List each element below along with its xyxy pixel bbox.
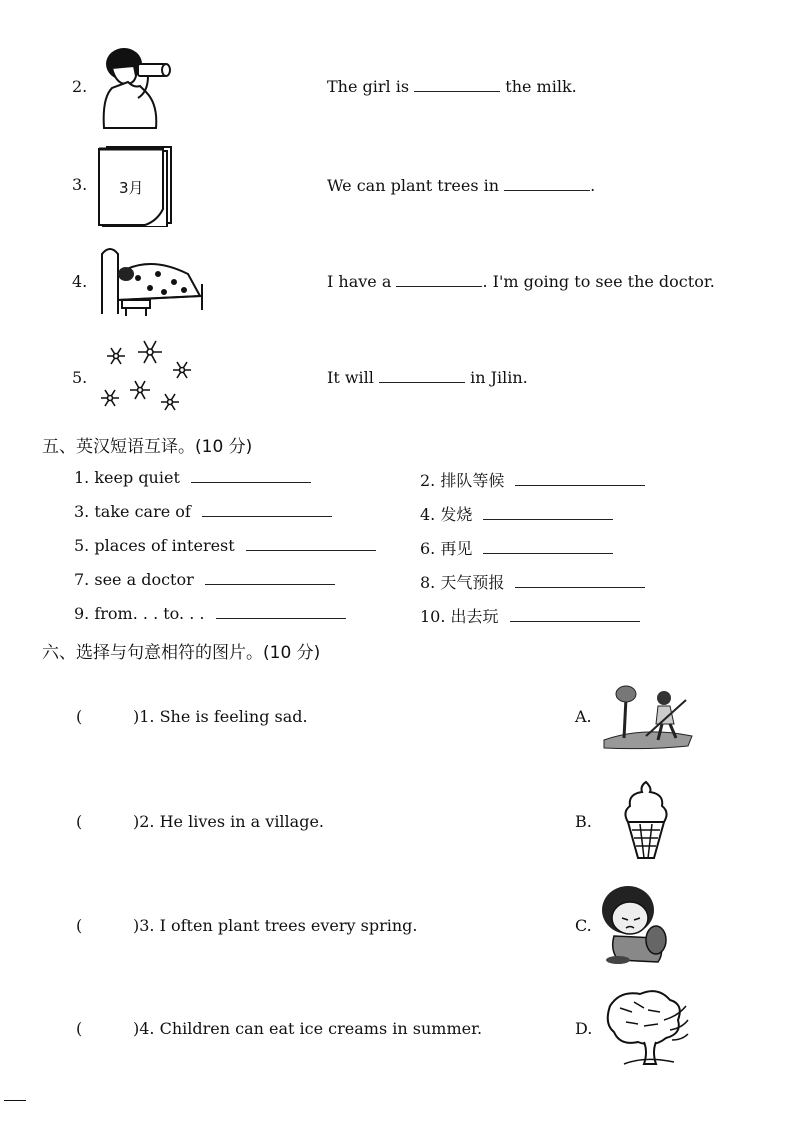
answer-blank[interactable] [483,505,613,520]
phrase-text: 5. places of interest [74,536,235,555]
windy-tree-icon [604,986,692,1068]
answer-paren-open[interactable]: ( [76,812,83,831]
answer-blank[interactable] [510,607,640,622]
page-rule [4,1100,26,1101]
sentence-5 [327,368,528,387]
phrase-row [420,536,613,559]
sentence-4 [327,272,715,291]
sentence-text: in Jilin. [470,368,528,387]
phrase-row [74,570,335,589]
phrase-row [74,502,332,521]
answer-paren-open[interactable]: ( [76,707,83,726]
item-number: 5. [72,368,88,387]
phrase-row [420,604,640,627]
phrase-row [74,604,346,623]
phrase-text: 4. 发烧 [420,505,473,524]
option-letter: B. [575,812,592,831]
match-sentence: )4. Children can eat ice creams in summer. [133,1019,483,1038]
answer-blank[interactable] [414,77,500,92]
answer-blank[interactable] [483,539,613,554]
phrase-text: 10. 出去玩 [420,607,499,626]
boy-planting-tree-icon [602,680,694,750]
section-heading-6: 六、选择与句意相符的图片。(10 分) [42,643,321,663]
item-number: 2. [72,77,88,96]
answer-blank[interactable] [504,176,590,191]
ice-cream-cone-icon [622,778,670,862]
answer-blank[interactable] [246,536,376,551]
sentence-text: the milk. [505,77,577,96]
answer-blank[interactable] [205,570,335,585]
sentence-text: The girl is [327,77,410,96]
phrase-row [420,468,645,491]
answer-blank[interactable] [202,502,332,517]
phrase-row [74,536,376,555]
answer-blank[interactable] [216,604,346,619]
sentence-text: It will [327,368,374,387]
answer-paren-open[interactable]: ( [76,1019,83,1038]
phrase-text: 3. take care of [74,502,191,521]
item-number: 4. [72,272,88,291]
calendar-month-label: 3月 [119,179,144,197]
answer-blank[interactable] [191,468,311,483]
phrase-row [420,570,645,593]
sentence-2 [327,77,577,96]
answer-blank[interactable] [515,573,645,588]
phrase-text: 7. see a doctor [74,570,194,589]
phrase-text: 1. keep quiet [74,468,180,487]
option-letter: A. [575,707,592,726]
item-number: 3. [72,175,88,194]
phrase-row [74,468,311,487]
phrase-text: 8. 天气预报 [420,573,505,592]
answer-blank[interactable] [396,272,482,287]
phrase-text: 6. 再见 [420,539,473,558]
sentence-text: . [590,176,596,195]
phrase-text: 9. from. . . to. . . [74,604,205,623]
sentence-text: I have a [327,272,392,291]
section-heading-5: 五、英汉短语互译。(10 分) [42,437,253,457]
match-sentence: )3. I often plant trees every spring. [133,916,418,935]
option-letter: D. [575,1019,593,1038]
phrase-text: 2. 排队等候 [420,471,505,490]
answer-blank[interactable] [379,368,465,383]
sick-in-bed-icon [98,244,208,318]
answer-blank[interactable] [515,471,645,486]
phrase-row [420,502,613,525]
match-sentence: )1. She is feeling sad. [133,707,308,726]
option-letter: C. [575,916,592,935]
match-sentence: )2. He lives in a village. [133,812,324,831]
girl-drinking-milk-icon [98,44,178,130]
sad-child-icon [598,882,674,966]
sentence-3 [327,176,595,195]
sentence-text: . I'm going to see the doctor. [482,272,715,291]
snowflakes-icon [98,338,198,416]
answer-paren-open[interactable]: ( [76,916,83,935]
sentence-text: We can plant trees in [327,176,500,195]
